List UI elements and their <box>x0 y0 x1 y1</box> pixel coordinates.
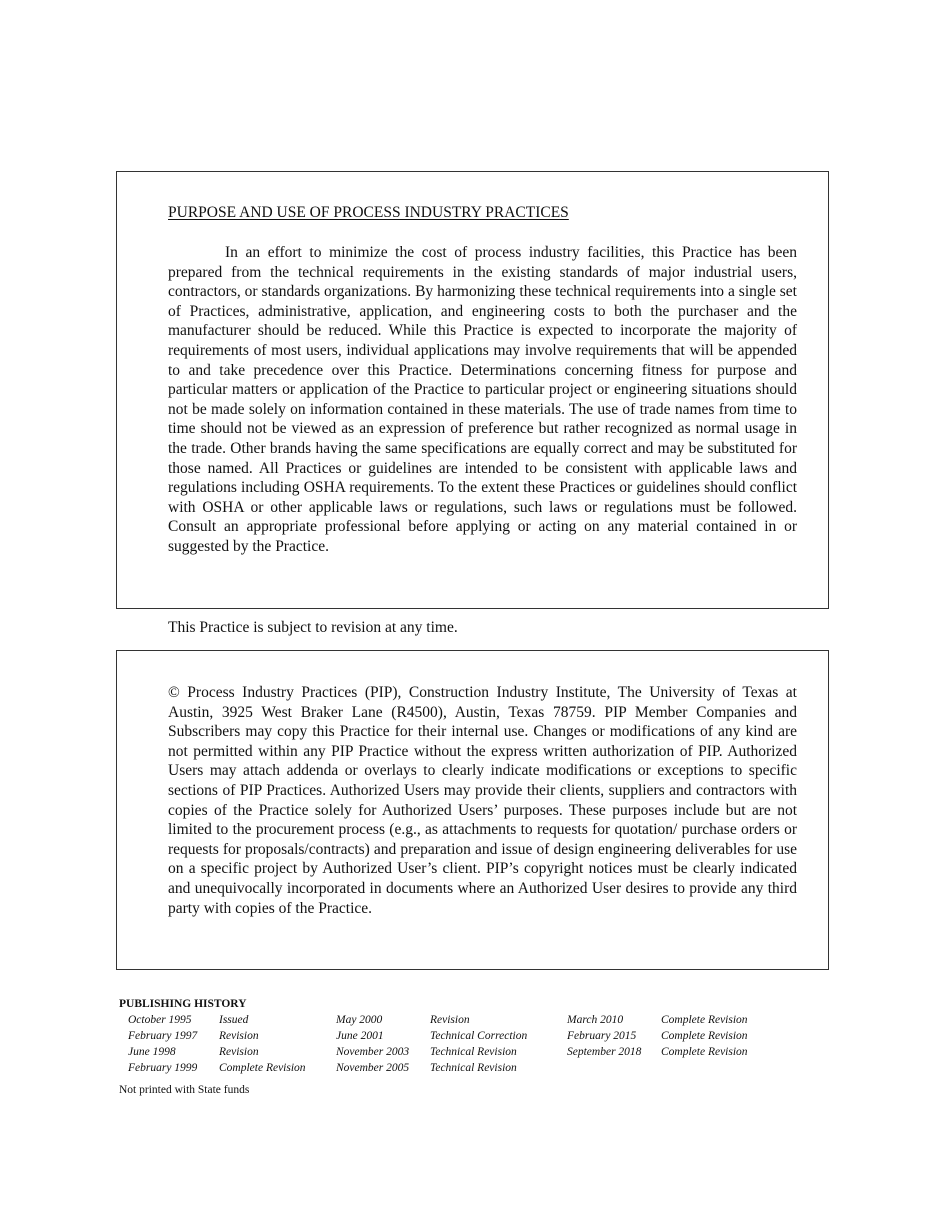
history-date: November 2003 <box>336 1046 410 1058</box>
revision-note: This Practice is subject to revision at any time. <box>168 619 458 636</box>
history-type: Revision <box>219 1046 259 1058</box>
history-type: Technical Correction <box>430 1030 528 1042</box>
history-type: Revision <box>219 1030 259 1042</box>
history-type: Complete Revision <box>661 1014 748 1026</box>
publishing-history-title: PUBLISHING HISTORY <box>119 998 247 1010</box>
history-type: Complete Revision <box>661 1046 748 1058</box>
history-date: October 1995 <box>128 1014 192 1026</box>
history-type: Revision <box>430 1014 470 1026</box>
publishing-history <box>119 996 819 1074</box>
history-type: Issued <box>219 1014 249 1026</box>
purpose-heading: PURPOSE AND USE OF PROCESS INDUSTRY PRACTICES <box>168 204 569 221</box>
history-date: November 2005 <box>336 1062 410 1074</box>
copyright-box <box>116 650 829 970</box>
history-date: June 2001 <box>336 1030 384 1042</box>
history-type: Complete Revision <box>219 1062 306 1074</box>
history-date: February 2015 <box>567 1030 637 1042</box>
history-type: Technical Revision <box>430 1062 517 1074</box>
history-date: June 1998 <box>128 1046 176 1058</box>
history-date: May 2000 <box>336 1014 383 1026</box>
state-funds-note: Not printed with State funds <box>119 1084 250 1096</box>
purpose-paragraph: In an effort to minimize the cost of process industry facilities, this Practice has been prepared from the technical requirements in the existing standards of major industrial users, contractors, or standards organizations. By harmonizing these technical requirements into a single set of Practices, administrative, application, and engineering costs to both the purchaser and the manufacturer should be reduced. While this Practice is expected to incorporate the majority of requirements of most users, individual applications may involve requirements that will be appended to and take precedence over this Practice. Determinations concerning fitness for purpose and particular matters or application of the Practice to particular project or engineering situations should not be made solely on information contained in these materials. The use of trade names from time to time should not be viewed as an expression of preference but rather recognized as normal usage in the trade. Other brands having the same specifications are equally correct and may be substituted for those named. All Practices or guidelines are intended to be consistent with applicable laws and regulations including OSHA requirements. To the extent these Practices or guidelines should conflict with OSHA or other applicable laws or regulations, such laws or regulations must be followed. Consult an appropriate professional before applying or acting on any material contained in or suggested by the Practice. <box>168 244 797 555</box>
history-date: March 2010 <box>567 1014 624 1026</box>
history-type: Complete Revision <box>661 1030 748 1042</box>
copyright-paragraph: © Process Industry Practices (PIP), Construction Industry Institute, The University of Texas at Austin, 3925 West Braker Lane (R4500), Austin, Texas 78759. PIP Member Companies and Subscribers may copy this Practice for their internal use. Changes or modifications of any kind are not permitted within any PIP Practice without the express written authorization of PIP. Authorized Users may attach addenda or overlays to clearly indicate modifications or exceptions to specific sections of PIP Practices. Authorized Users may provide their clients, suppliers and contractors with copies of the Practice solely for Authorized Users’ purposes. These purposes include but are not limited to the procurement process (e.g., as attachments to requests for quotation/ purchase orders or requests for proposals/contracts) and preparation and issue of design engineering deliverables for use on a specific project by Authorized User’s client. PIP’s copyright notices must be clearly indicated and unequivocally incorporated in documents where an Authorized User desires to provide any third party with copies of the Practice. <box>168 684 797 917</box>
history-date: September 2018 <box>567 1046 642 1058</box>
history-type: Technical Revision <box>430 1046 517 1058</box>
purpose-box <box>116 171 829 609</box>
history-date: February 1997 <box>128 1030 198 1042</box>
history-date: February 1999 <box>128 1062 198 1074</box>
